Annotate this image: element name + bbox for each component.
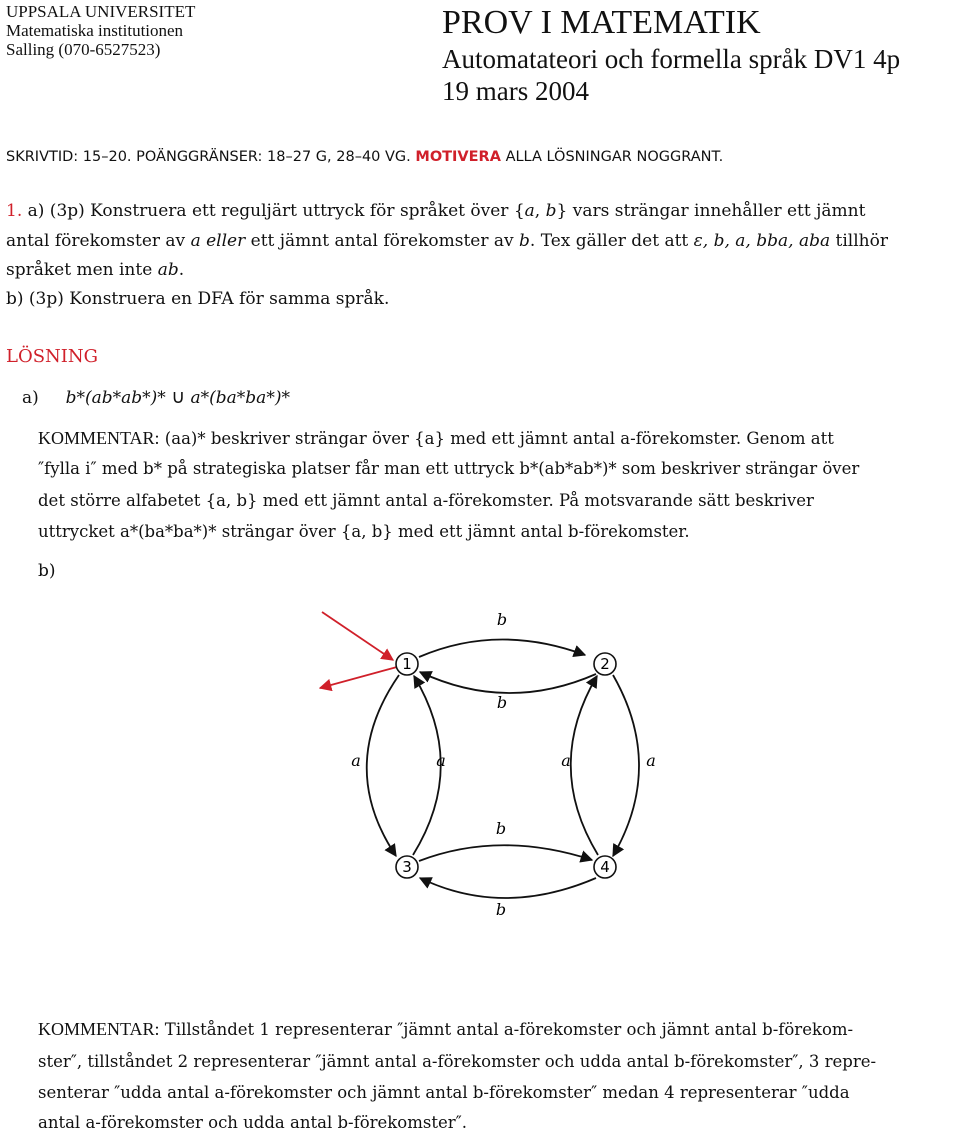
edge-4-2 xyxy=(571,676,598,855)
problem-number: 1. xyxy=(6,201,23,221)
course-title: Automatateori och formella språk DV1 4p xyxy=(442,44,901,74)
solution-b-label: b) xyxy=(38,561,56,581)
edge-2-1 xyxy=(420,672,596,693)
problem-1a-line-3: språket men inte ab. xyxy=(6,260,185,280)
edge-label-1-3: a xyxy=(351,751,361,770)
solution-heading: LÖSNING xyxy=(6,346,99,367)
exam-title: PROV I MATEMATIK xyxy=(442,4,761,41)
final-comment-line-3: senterar ″udda antal a-förekomster och jämnt antal b-förekomster″ medan 4 representerar ″udda xyxy=(38,1083,850,1102)
final-comment-line-2: ster″, tillståndet 2 representerar ″jämnt antal a-förekomster och udda antal b-förekomster″, 3 repre- xyxy=(38,1052,877,1071)
problem-1a-line-2: antal förekomster av a eller ett jämnt antal förekomster av b. Tex gäller det att ε, b, a, bba, aba tillhör xyxy=(6,231,888,251)
problem-1b: b) (3p) Konstruera en DFA för samma språk. xyxy=(6,289,390,309)
edge-1-3 xyxy=(367,675,399,856)
solution-comment-line-4: uttrycket a*(ba*ba*)* strängar över {a, b} med ett jämnt antal b-förekomster. xyxy=(38,522,690,541)
state-1-label: 1 xyxy=(402,655,412,673)
final-comment-line-4: antal a-förekomster och udda antal b-förekomster″. xyxy=(38,1113,468,1132)
state-4 xyxy=(594,856,616,878)
solution-comment-line-2: ″fylla i″ med b* på strategiska platser får man ett uttryck b*(ab*ab*)* som beskriver strängar över xyxy=(38,459,860,478)
edge-label-2-1: b xyxy=(496,693,508,712)
accept-arrow-1 xyxy=(320,667,397,688)
edge-label-3-1: a xyxy=(436,751,446,770)
solution-a-label: a) xyxy=(22,388,39,408)
state-2 xyxy=(594,653,616,675)
rules-prefix: SKRIVTID: 15–20. POÄNGGRÄNSER: 18–27 G, 28–40 VG. xyxy=(6,149,411,165)
solution-a xyxy=(22,382,290,414)
initial-arrow-in xyxy=(322,612,393,660)
solution-a-expression-right: a*(ba*ba*)* xyxy=(190,388,290,408)
edge-3-4 xyxy=(419,845,592,861)
state-1 xyxy=(396,653,418,675)
union-symbol: ∪ xyxy=(171,386,186,408)
state-2-label: 2 xyxy=(600,655,610,673)
edge-1-2 xyxy=(419,639,585,657)
state-3-label: 3 xyxy=(402,858,412,876)
edge-label-3-4: b xyxy=(495,819,507,838)
state-3 xyxy=(396,856,418,878)
edge-label-4-2: a xyxy=(561,751,571,770)
edge-label-4-3: b xyxy=(495,900,507,919)
rules-emphasis: MOTIVERA xyxy=(415,149,501,165)
solution-comment-line-1: KOMMENTAR: (aa)* beskriver strängar över {a} med ett jämnt antal a-förekomster. Genom att xyxy=(38,428,834,448)
solution-a-expression-left: b*(ab*ab*)* xyxy=(65,388,166,408)
exam-date: 19 mars 2004 xyxy=(442,76,589,106)
contact-info: Salling (070-6527523) xyxy=(6,40,161,59)
final-comment-line-1: KOMMENTAR: Tillståndet 1 representerar ″jämnt antal a-förekomster och jämnt antal b-förekom- xyxy=(38,1019,854,1039)
edge-label-2-4: a xyxy=(646,751,656,770)
solution-comment-line-3: det större alfabetet {a, b} med ett jämnt antal a-förekomster. På motsvarande sätt beskriver xyxy=(38,491,814,510)
edge-label-1-2: b xyxy=(496,610,508,629)
edge-4-3 xyxy=(420,878,596,898)
dfa-diagram xyxy=(300,600,660,980)
university-name: UPPSALA UNIVERSITET xyxy=(6,2,196,21)
edge-2-4 xyxy=(613,675,639,856)
exam-rules xyxy=(6,149,723,165)
problem-1a-line-1: 1. a) (3p) Konstruera ett reguljärt uttryck för språket över {a, b} vars strängar innehåller ett jämnt xyxy=(6,201,866,221)
department-name: Matematiska institutionen xyxy=(6,21,184,40)
state-4-label: 4 xyxy=(600,858,610,876)
rules-suffix: ALLA LÖSNINGAR NOGGRANT. xyxy=(505,149,724,165)
